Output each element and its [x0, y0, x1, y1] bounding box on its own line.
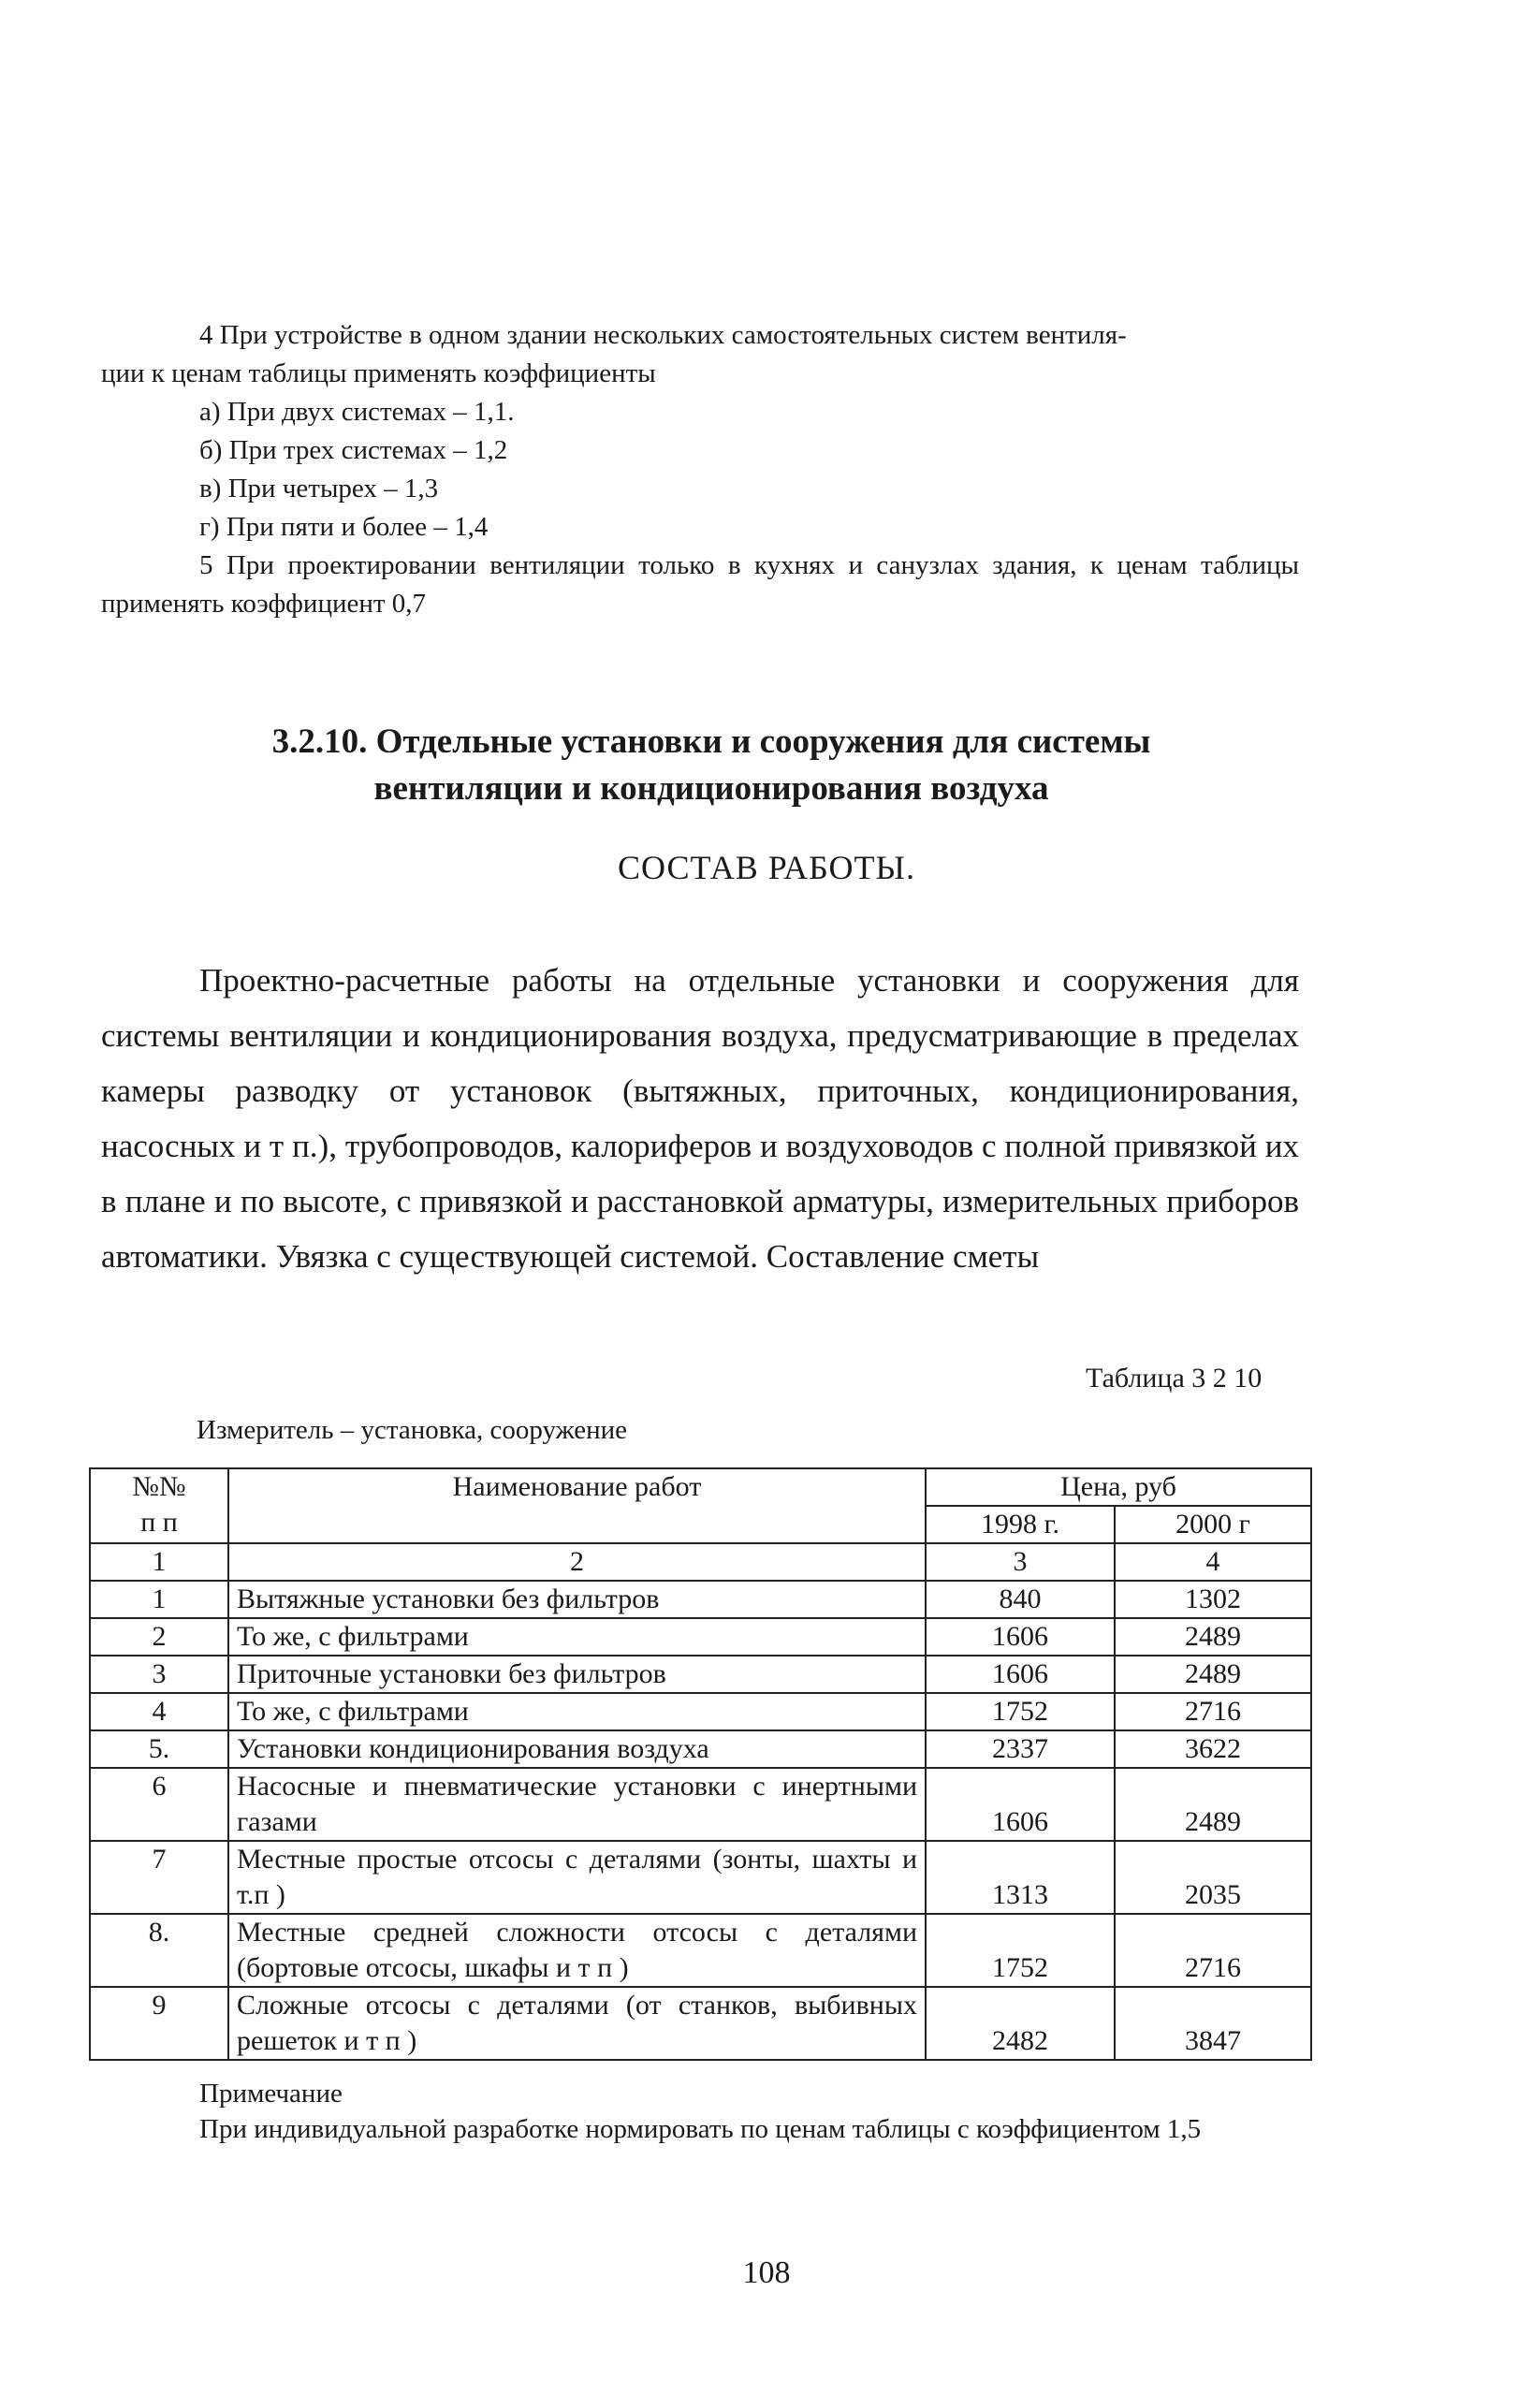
header-number-line1: №№ — [132, 1471, 186, 1502]
row-price-1998: 1606 — [926, 1618, 1115, 1656]
header-1998: 1998 г. — [926, 1506, 1115, 1543]
row-name: То же, с фильтрами — [228, 1693, 926, 1730]
header-number — [90, 1468, 228, 1543]
table-header-row — [90, 1468, 1311, 1506]
coefficient-a: а) При двух системах – 1,1. — [199, 397, 515, 427]
note-item-4-line1: 4 При устройстве в одном здании нескольких самостоятельных систем вентиля- — [199, 320, 1127, 350]
table-row — [90, 1693, 1311, 1730]
table-row — [90, 1768, 1311, 1841]
row-price-1998: 1752 — [926, 1693, 1115, 1730]
header-2000: 2000 г — [1115, 1506, 1311, 1543]
row-price-1998: 2482 — [926, 1987, 1115, 2060]
work-description — [101, 953, 1299, 1284]
column-numbers-row — [90, 1543, 1311, 1581]
table-row — [90, 1841, 1311, 1914]
row-price-2000: 1302 — [1115, 1581, 1311, 1618]
pricing-notes — [101, 316, 1299, 623]
row-number: 1 — [90, 1581, 228, 1618]
row-price-2000: 3847 — [1115, 1987, 1311, 2060]
work-description-text: Проектно-расчетные работы на отдельные установки и сооружения для системы вентиляции и кондиционирования воздуха, предусматривающие в пределах камеры разводку от установок (вытяжных, приточных, кондиционирования, насосных и т п.), трубопроводов, калориферов и воздуховодов с полной привязкой их в плане и по высоте, с привязкой и расстановкой арматуры, измерительных приборов автоматики. Увязка с существующей системой. Составление сметы — [101, 962, 1299, 1275]
header-price: Цена, руб — [926, 1468, 1311, 1506]
column-number: 2 — [228, 1543, 926, 1581]
row-number: 8. — [90, 1914, 228, 1987]
row-price-2000: 2716 — [1115, 1914, 1311, 1987]
row-price-2000: 2489 — [1115, 1618, 1311, 1656]
price-table — [89, 1467, 1312, 2061]
section-title-line2: вентиляции и кондиционирования воздуха — [373, 769, 1049, 808]
row-price-1998: 1606 — [926, 1768, 1115, 1841]
table-note — [101, 2076, 1299, 2147]
row-price-1998: 2337 — [926, 1730, 1115, 1768]
row-name: Сложные отсосы с деталями (от станков, выбивных решеток и т п ) — [228, 1987, 926, 2060]
row-name: Насосные и пневматические установки с инертными газами — [228, 1768, 926, 1841]
coefficient-v: в) При четырех – 1,3 — [199, 474, 439, 503]
row-number: 2 — [90, 1618, 228, 1656]
table-caption: Таблица 3 2 10 — [1086, 1363, 1263, 1394]
row-number: 3 — [90, 1656, 228, 1693]
row-price-1998: 1752 — [926, 1914, 1115, 1987]
row-price-2000: 3622 — [1115, 1730, 1311, 1768]
note-item-4-line2: ции к ценам таблицы применять коэффициенты — [101, 358, 656, 388]
row-name: Установки кондиционирования воздуха — [228, 1730, 926, 1768]
row-name: Вытяжные установки без фильтров — [228, 1581, 926, 1618]
row-price-2000: 2035 — [1115, 1841, 1311, 1914]
row-name: Приточные установки без фильтров — [228, 1656, 926, 1693]
table-row — [90, 1987, 1311, 2060]
row-price-2000: 2489 — [1115, 1656, 1311, 1693]
coefficient-g: г) При пяти и более – 1,4 — [199, 512, 489, 542]
table-row — [90, 1656, 1311, 1693]
table-row — [90, 1618, 1311, 1656]
header-number-line2: п п — [140, 1507, 178, 1538]
row-price-2000: 2716 — [1115, 1693, 1311, 1730]
table-row — [90, 1730, 1311, 1768]
row-price-1998: 840 — [926, 1581, 1115, 1618]
note-item-5: 5 При проектировании вентиляции только в кухнях и санузлах здания, к ценам таблицы применять коэффициент 0,7 — [101, 550, 1299, 619]
note-text: При индивидуальной разработке нормировать по ценам таблицы с коэффициентом 1,5 — [199, 2114, 1202, 2144]
row-number: 7 — [90, 1841, 228, 1914]
coefficient-b: б) При трех системах – 1,2 — [199, 435, 508, 465]
row-number: 9 — [90, 1987, 228, 2060]
section-title — [131, 719, 1292, 812]
row-name: Местные средней сложности отсосы с деталями (бортовые отсосы, шкафы и т п ) — [228, 1914, 926, 1987]
table-row — [90, 1914, 1311, 1987]
row-number: 4 — [90, 1693, 228, 1730]
column-number: 3 — [926, 1543, 1115, 1581]
table-row — [90, 1581, 1311, 1618]
row-price-1998: 1313 — [926, 1841, 1115, 1914]
header-name: Наименование работ — [228, 1468, 926, 1543]
row-number: 5. — [90, 1730, 228, 1768]
row-price-2000: 2489 — [1115, 1768, 1311, 1841]
note-label: Примечание — [199, 2079, 343, 2109]
column-number: 1 — [90, 1543, 228, 1581]
row-name: Местные простые отсосы с деталями (зонты, шахты и т.п ) — [228, 1841, 926, 1914]
column-number: 4 — [1115, 1543, 1311, 1581]
table-measure: Измеритель – установка, сооружение — [197, 1415, 628, 1445]
work-composition-heading: СОСТАВ РАБОТЫ. — [618, 849, 915, 886]
row-price-1998: 1606 — [926, 1656, 1115, 1693]
row-name: То же, с фильтрами — [228, 1618, 926, 1656]
section-title-line1: 3.2.10. Отдельные установки и сооружения для системы — [271, 722, 1151, 761]
page-number: 108 — [742, 2255, 791, 2290]
row-number: 6 — [90, 1768, 228, 1841]
